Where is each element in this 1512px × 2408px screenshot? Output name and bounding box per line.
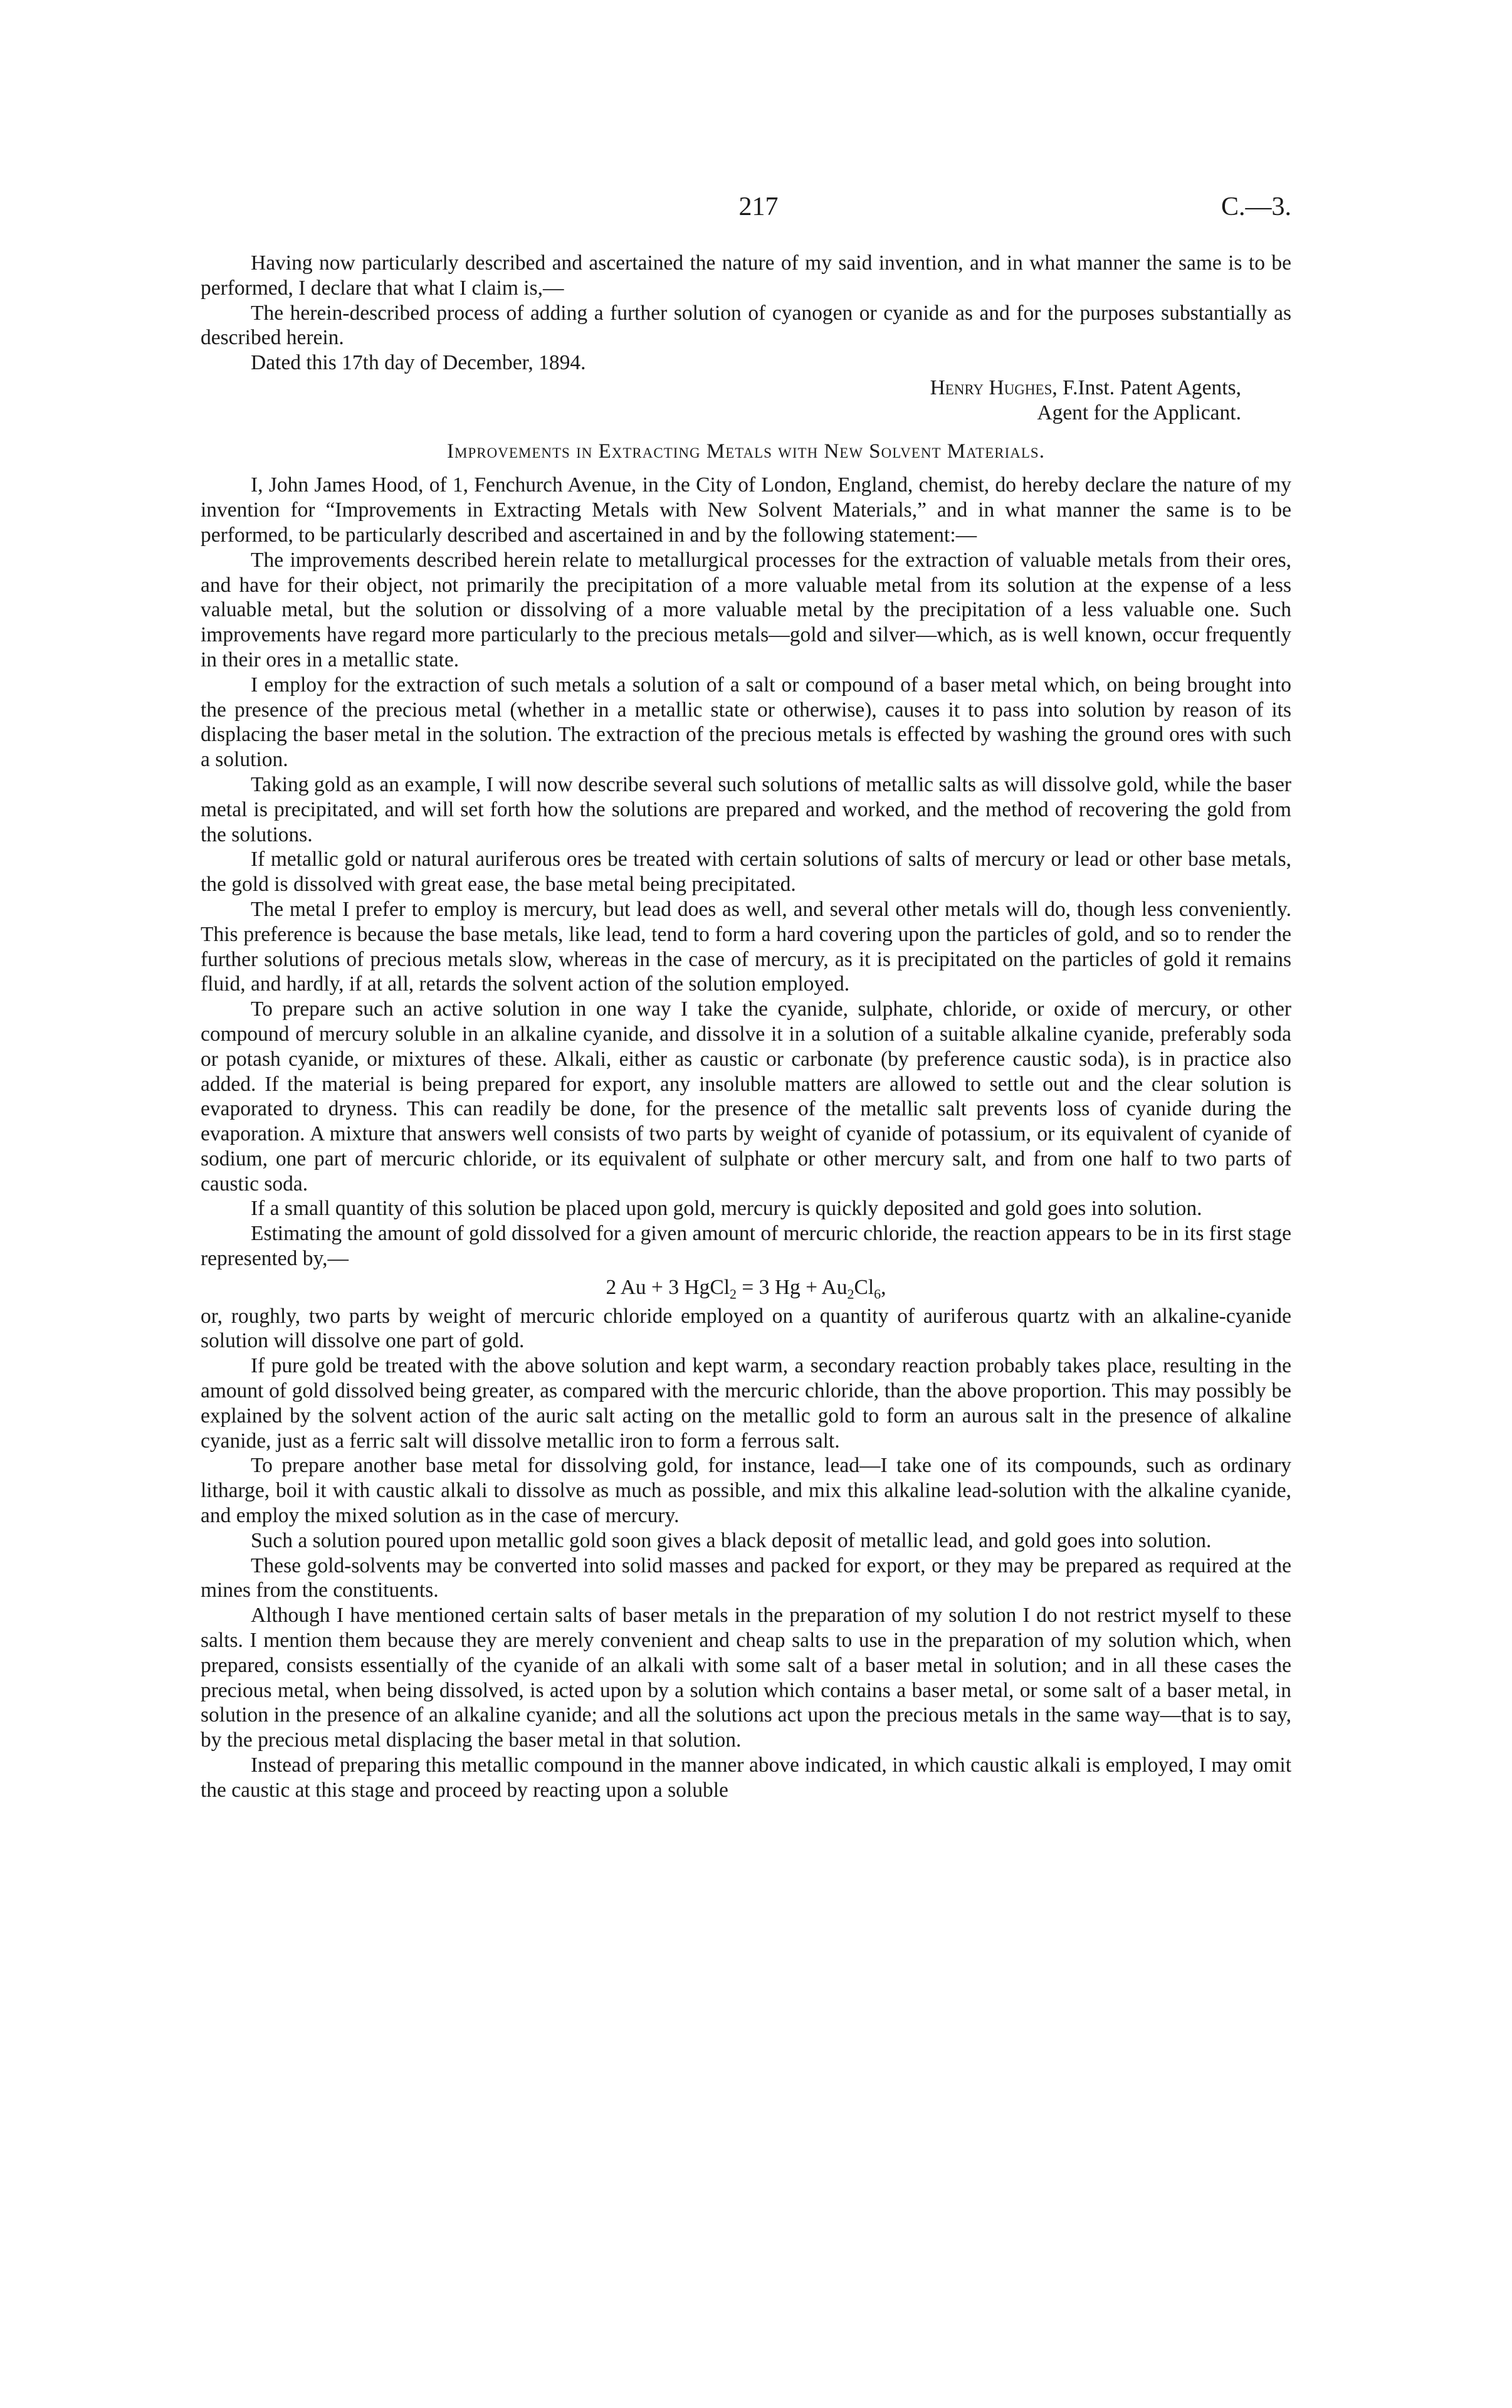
signature-title: , F.Inst. Patent Agents, xyxy=(1052,376,1241,399)
paragraph-dated: Dated this 17th day of December, 1894. xyxy=(251,351,586,375)
signature-role: Agent for the Applicant. xyxy=(1037,401,1241,424)
paragraph-preferred-metal: The metal I prefer to employ is mercury, but lead does as well, and several other metals will do, though less conveniently. This preference is because the base metals, like lead, tend to form a hard covering upon the particles of gold, and so to render the further solutions of precious metals slow, whereas in the case of mercury, as it is precipitated on the particles of gold it remains fluid, and hardly, if at all, retards the solvent action of the solution employed. xyxy=(201,897,1291,996)
formula-sub-a: 2 xyxy=(730,1286,737,1302)
formula-part-d: , xyxy=(881,1275,886,1299)
formula-sub-b: 2 xyxy=(847,1286,854,1302)
reaction-formula xyxy=(201,1275,1291,1300)
paragraph-instead: Instead of preparing this metallic compound in the manner above indicated, in which caustic alkali is employed, I may omit the caustic at this stage and proceed by reacting upon a soluble xyxy=(201,1753,1291,1802)
formula-part-b: = 3 Hg + Au xyxy=(737,1275,848,1299)
paragraph-claim-intro: Having now particularly described and ascertained the nature of my said invention, and in what manner the same is to be performed, I declare that what I claim is,— xyxy=(201,251,1291,300)
paragraph-black-deposit: Such a solution poured upon metallic gold soon gives a black deposit of metallic lead, and gold goes into solution. xyxy=(251,1528,1212,1552)
formula-part-a: 2 Au + 3 HgCl xyxy=(606,1275,730,1299)
paragraph-salts: Although I have mentioned certain salts of baser metals in the preparation of my solution I do not restrict myself to these salts. I mention them because they are merely convenient and cheap salts to use in the preparation of my solution which, when prepared, consists essentially of the cyanide of an alkali with some salt of a baser metal in solution; and in all these cases the precious metal, when being dissolved, is acted upon by a solution which contains a baser metal, or some salt of a baser metal, in solution in the presence of an alkaline cyanide; and all the solutions act upon the precious metals in the same way—that is to say, by the precious metal displacing the baser metal in that solution. xyxy=(201,1604,1291,1752)
page-number: 217 xyxy=(738,192,779,221)
document-reference: C.—3. xyxy=(1221,192,1291,221)
paragraph-claim: The herein-described process of adding a further solution of cyanogen or cyanide as and for the purposes substantially as described herein. xyxy=(201,301,1291,350)
paragraph-improvements: The improvements described herein relate to metallurgical processes for the extraction of valuable metals from their ores, and have for their object, not primarily the precipitation of a more valuable metal from its solution at the expense of a less valuable metal, but the solution or dissolving of a more valuable metal by the precipitation of a less valuable one. Such improvements have regard more particularly to the precious metals—gold and silver—which, as is well known, occur frequently in their ores in a metallic state. xyxy=(201,548,1291,671)
paragraph-declaration: I, John James Hood, of 1, Fenchurch Avenue, in the City of London, England, chemist, do hereby declare the nature of my invention for “Improvements in Extracting Metals with New Solvent Materials,” and in what manner the same is to be performed, to be particularly described and ascertained in and by the following statement:— xyxy=(201,473,1291,547)
page-header xyxy=(0,188,1512,226)
body-text xyxy=(201,251,1291,1803)
paragraph-gold-example: Taking gold as an example, I will now describe several such solutions of metallic salts as will dissolve gold, while the baser metal is precipitated, and will set forth how the solutions are prepared and worked, and the method of recovering the gold from the solutions. xyxy=(201,772,1291,846)
paragraph-estimating: Estimating the amount of gold dissolved for a given amount of mercuric chloride, the reaction appears to be in its first stage represented by,— xyxy=(201,1222,1291,1271)
paragraph-mercury-salts: If metallic gold or natural auriferous ores be treated with certain solutions of salts of mercury or lead or other base metals, the gold is dissolved with great ease, the base metal being precipitated. xyxy=(201,848,1291,896)
paragraph-lead: To prepare another base metal for dissolving gold, for instance, lead—I take one of its compounds, such as ordinary litharge, boil it with caustic alkali to dissolve as much as possible, and mix this alkaline lead-solution with the alkaline cyanide, and employ the mixed solution as in the case of mercury. xyxy=(201,1454,1291,1528)
paragraph-extraction: I employ for the extraction of such metals a solution of a salt or compound of a baser metal which, on being brought into the presence of the precious metal (whether in a metallic state or otherwise), causes it to pass into solution by reason of its displacing the baser metal in the solution. The extraction of the precious metals is effected by washing the ground ores with such a solution. xyxy=(201,673,1291,772)
signature-line xyxy=(201,376,1291,401)
paragraph-small-quantity: If a small quantity of this solution be placed upon gold, mercury is quickly deposited and gold goes into solution. xyxy=(251,1197,1202,1221)
paragraph-roughly: or, roughly, two parts by weight of mercuric chloride employed on a quantity of auriferous quartz with an alkaline-cyanide solution will dissolve one part of gold. xyxy=(201,1304,1291,1353)
paragraph-secondary-reaction: If pure gold be treated with the above solution and kept warm, a secondary reaction probably takes place, resulting in the amount of gold dissolved being greater, as compared with the mercuric chloride, than the above proportion. This may possibly be explained by the solvent action of the auric salt acting on the metallic gold to form an aurous salt in the presence of alkaline cyanide, just as a ferric salt will dissolve metallic iron to form a ferrous salt. xyxy=(201,1354,1291,1453)
paragraph-preparation: To prepare such an active solution in one way I take the cyanide, sulphate, chloride, or oxide of mercury, or other compound of mercury soluble in an alkaline cyanide, and dissolve it in a solution of a suitable alkaline cyanide, preferably soda or potash cyanide, or mixtures of these. Alkali, either as caustic or carbonate (by preference caustic soda), is in practice also added. If the material is being prepared for export, any insoluble matters are allowed to settle out and the clear solution is evaporated to dryness. This can readily be done, for the presence of the metallic salt prevents loss of cyanide during the evaporation. A mixture that answers well consists of two parts by weight of cyanide of potassium, or its equivalent of cyanide of sodium, one part of mercuric chloride, or its equivalent of sulphate or other mercury salt, and from one half to two parts of caustic soda. xyxy=(201,997,1291,1196)
signature-name: Henry Hughes xyxy=(930,376,1053,399)
paragraph-export: These gold-solvents may be converted into solid masses and packed for export, or they may be prepared as required at the mines from the constituents. xyxy=(201,1554,1291,1602)
formula-part-c: Cl xyxy=(854,1275,874,1299)
formula-sub-c: 6 xyxy=(874,1286,881,1302)
section-heading: Improvements in Extracting Metals with New Solvent Materials. xyxy=(447,439,1045,463)
